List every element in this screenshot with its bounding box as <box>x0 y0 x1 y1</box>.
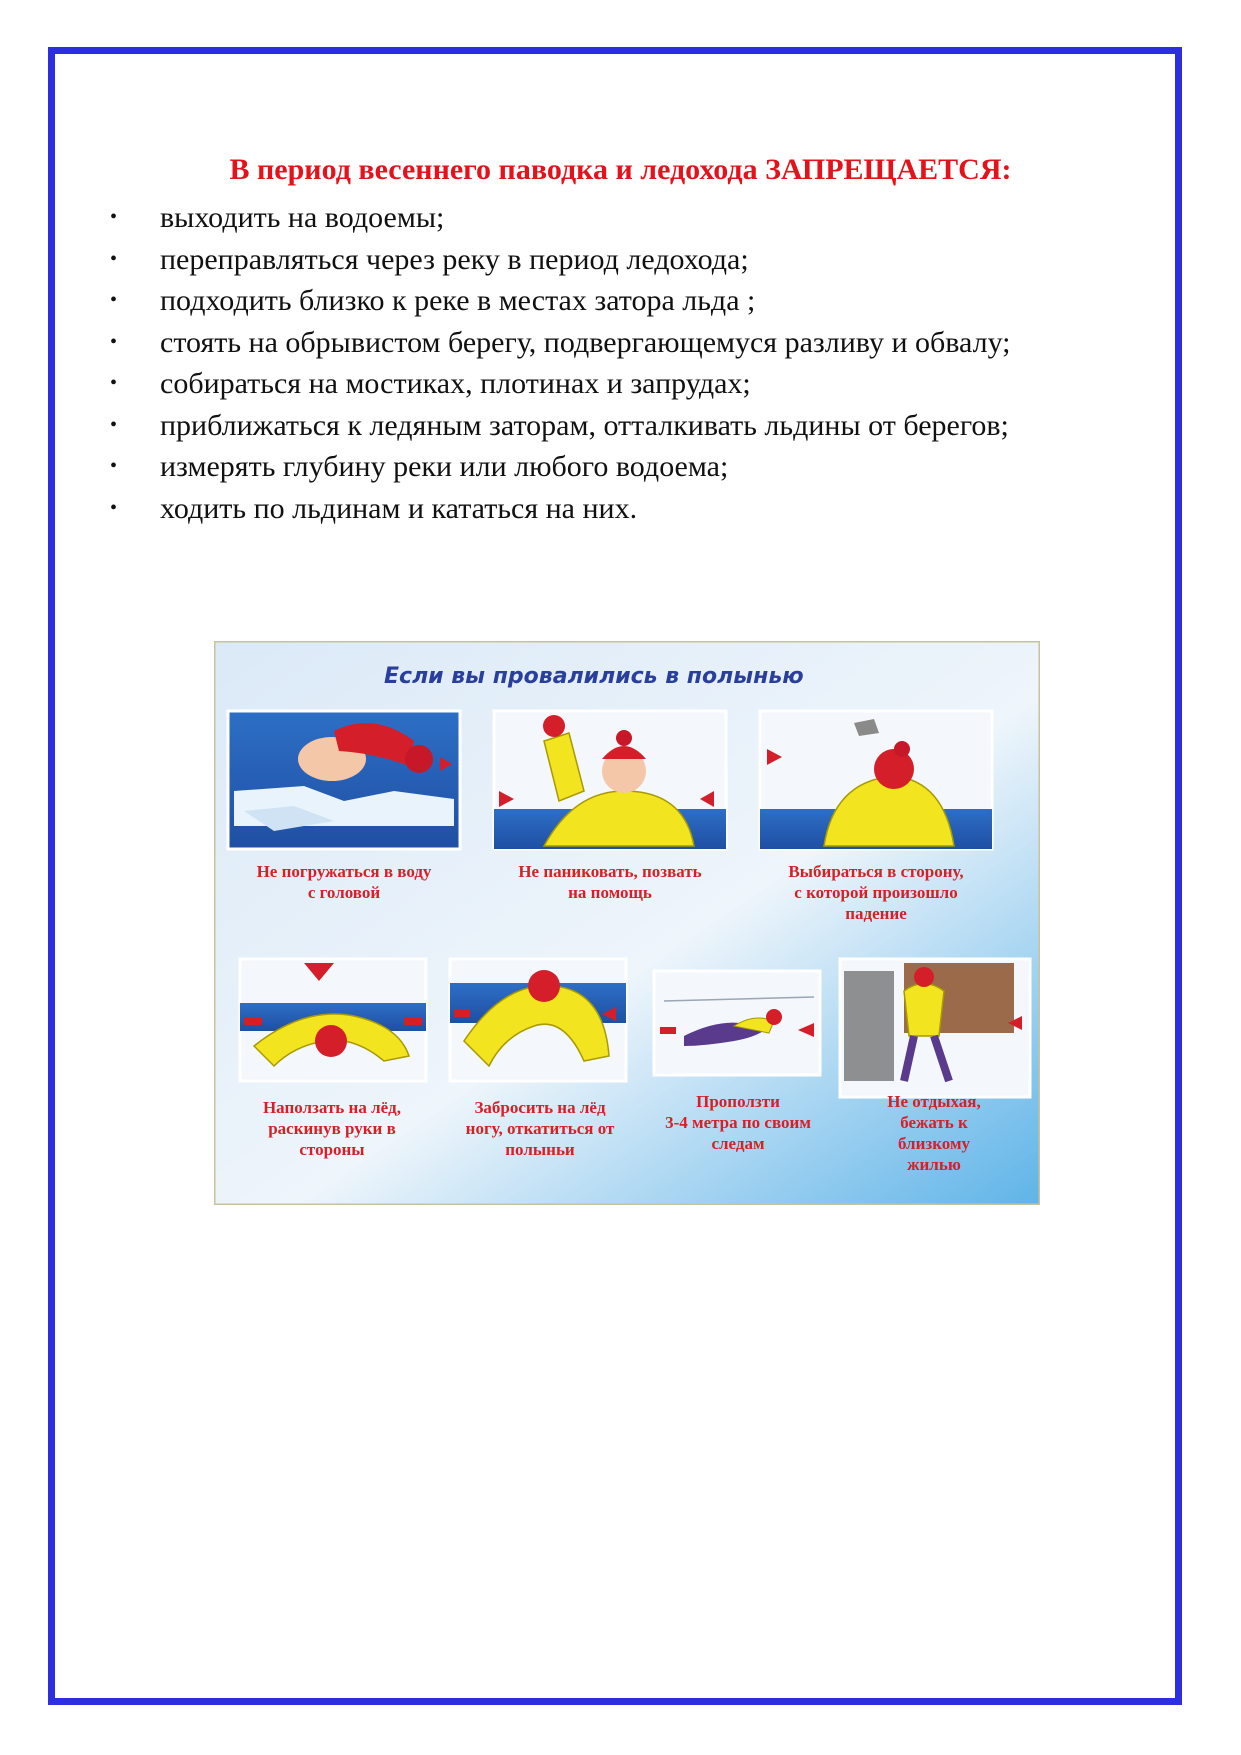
bullet-icon: • <box>110 455 118 477</box>
list-item: • приближаться к ледяным заторам, отталкивать льдины от берегов; <box>110 405 1170 447</box>
svg-text:ногу, откатиться от: ногу, откатиться от <box>465 1119 615 1138</box>
svg-text:Выбираться в сторону,: Выбираться в сторону, <box>788 862 964 881</box>
svg-text:Не погружаться в воду: Не погружаться в воду <box>256 862 432 881</box>
list-item: • измерять глубину реки или любого водоема; <box>110 446 1170 488</box>
ice-safety-poster <box>214 641 1040 1205</box>
svg-text:Наползать на лёд,: Наползать на лёд, <box>262 1098 402 1117</box>
panel-crawl-back <box>654 971 820 1075</box>
svg-text:падение: падение <box>845 904 907 923</box>
panel-keep-head-up <box>228 711 460 849</box>
panel-exit-same-side <box>760 711 992 849</box>
page-heading: В период весеннего паводка и ледохода ЗАПРЕЩАЕТСЯ: <box>229 153 1012 186</box>
svg-text:жилью: жилью <box>907 1155 961 1174</box>
svg-text:раскинув руки в: раскинув руки в <box>268 1119 396 1138</box>
svg-text:следам: следам <box>711 1134 765 1153</box>
svg-text:Забросить на лёд: Забросить на лёд <box>474 1098 606 1117</box>
svg-text:3-4 метра по своим: 3-4 метра по своим <box>665 1113 811 1132</box>
bullet-icon: • <box>110 206 118 228</box>
svg-text:на помощь: на помощь <box>568 883 652 902</box>
list-item: • подходить близко к реке в местах затора льда ; <box>110 280 1170 322</box>
panel-call-for-help <box>494 711 726 849</box>
list-item: • переправляться через реку в период ледохода; <box>110 239 1170 281</box>
svg-text:бежать к: бежать к <box>900 1113 968 1132</box>
list-item: • собираться на мостиках, плотинах и запрудах; <box>110 363 1170 405</box>
svg-text:Не паниковать, позвать: Не паниковать, позвать <box>518 862 702 881</box>
list-item: • стоять на обрывистом берегу, подвергающемуся разливу и обвалу; <box>110 322 1170 364</box>
svg-text:стороны: стороны <box>299 1140 365 1159</box>
bullet-icon: • <box>110 372 118 394</box>
bullet-icon: • <box>110 289 118 311</box>
panel-roll-away <box>450 959 626 1081</box>
bullet-icon: • <box>110 330 118 353</box>
bullet-icon: • <box>110 247 118 270</box>
bullet-icon: • <box>110 496 118 519</box>
poster-title: Если вы провалились в полынью <box>384 664 804 689</box>
svg-text:Проползти: Проползти <box>696 1092 780 1111</box>
svg-text:с головой: с головой <box>307 883 381 902</box>
svg-text:Не отдыхая,: Не отдыхая, <box>887 1092 981 1111</box>
panel-run-home <box>840 959 1030 1097</box>
svg-text:полыньи: полыньи <box>505 1140 575 1159</box>
prohibitions-list <box>110 197 1170 529</box>
bullet-icon: • <box>110 413 118 436</box>
svg-text:с которой произошло: с которой произошло <box>794 883 958 902</box>
list-item: • ходить по льдинам и кататься на них. <box>110 488 1170 530</box>
panel-crawl-onto-ice <box>240 959 426 1081</box>
svg-text:близкому: близкому <box>897 1134 971 1153</box>
list-item: • выходить на водоемы; <box>110 197 1170 239</box>
poster-illustration <box>214 641 1040 1205</box>
